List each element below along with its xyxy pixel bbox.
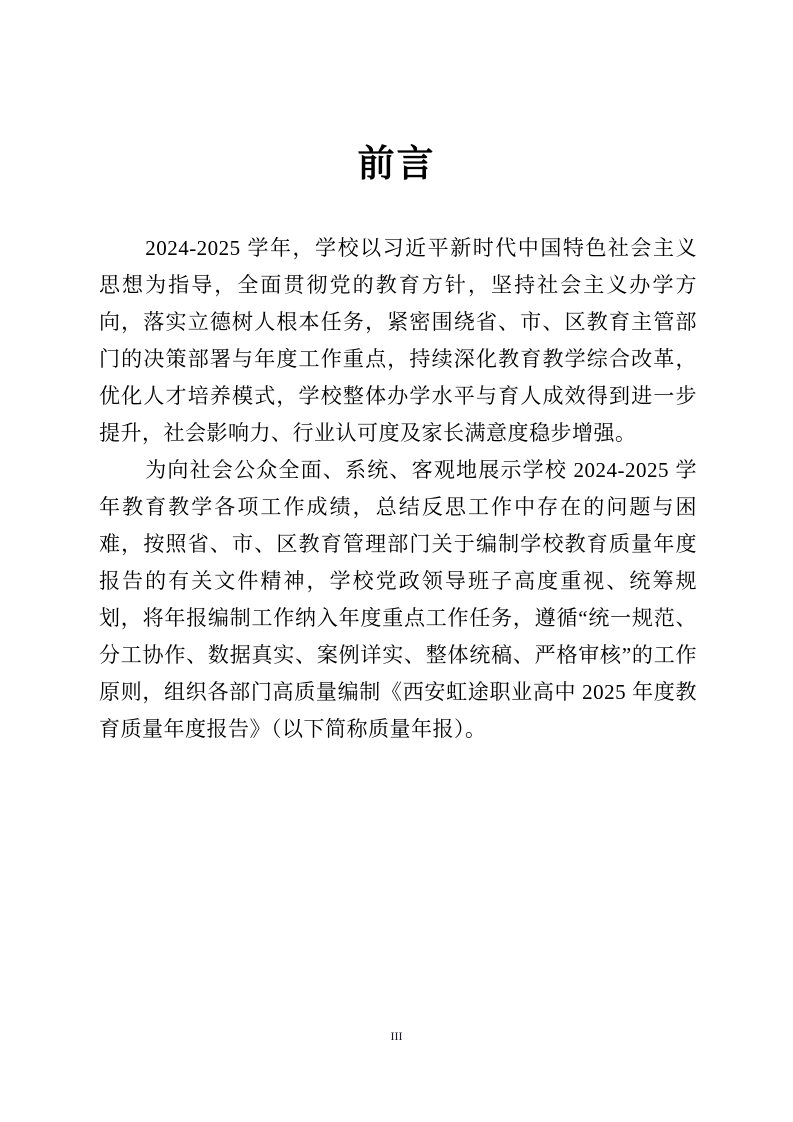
page-number: III <box>390 1029 403 1043</box>
body-paragraph: 2024-2025 学年，学校以习近平新时代中国特色社会主义思想为指导，全面贯彻党的教育方针，坚持社会主义办学方向，落实立德树人根本任务，紧密围绕省、市、区教育主管部门的决策部署与年度工作重点，持续深化教育教学综合改革，优化人才培养模式，学校整体办学水平与育人成效得到进一步提升，社会影响力、行业认可度及家长满意度稳步增强。 <box>99 236 697 445</box>
page-footer <box>0 1029 793 1043</box>
document-body <box>0 230 793 748</box>
page-title: 前言 <box>357 144 436 185</box>
body-paragraph: 为向社会公众全面、系统、客观地展示学校 2024-2025 学年教育教学各项工作成绩，总结反思工作中存在的问题与困难，按照省、市、区教育管理部门关于编制学校教育质量年度报告的有关文件精神，学校党政领导班子高度重视、统筹规划，将年报编制工作纳入年度重点工作任务，遵循“统一规范、分工协作、数据真实、案例详实、整体统稿、严格审核”的工作原则，组织各部门高质量编制《西安虹途职业高中 2025 年度教育质量年度报告》（以下简称质量年报）。 <box>99 458 697 741</box>
